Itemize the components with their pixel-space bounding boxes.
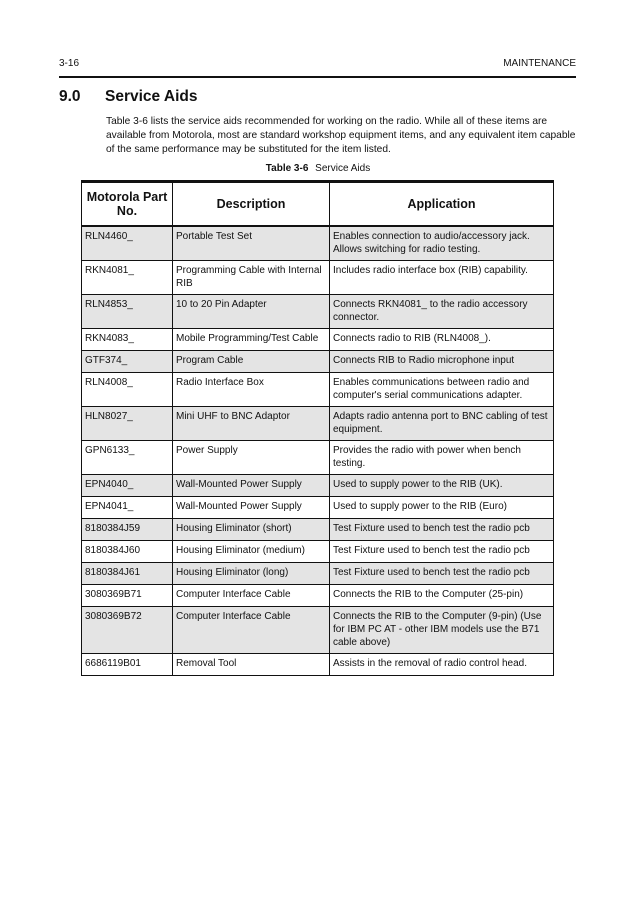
table-row — [82, 441, 554, 475]
table-row — [82, 654, 554, 676]
description-cell: Housing Eliminator (short) — [173, 519, 330, 541]
column-header-description: Description — [173, 182, 330, 227]
application-cell: Provides the radio with power when bench testing. — [330, 441, 554, 475]
part-number-cell: 6686119B01 — [82, 654, 173, 676]
table-row — [82, 497, 554, 519]
application-cell: Test Fixture used to bench test the radio pcb — [330, 519, 554, 541]
application-cell: Connects radio to RIB (RLN4008_). — [330, 329, 554, 351]
part-number-cell: 8180384J60 — [82, 541, 173, 563]
table-caption-label: Table 3-6 — [265, 163, 309, 174]
part-number-cell: EPN4040_ — [82, 475, 173, 497]
table-row — [82, 373, 554, 407]
table-row — [82, 563, 554, 585]
section-heading — [59, 88, 197, 106]
part-number-cell: GTF374_ — [82, 351, 173, 373]
table-row — [82, 351, 554, 373]
description-cell: Programming Cable with Internal RIB — [173, 261, 330, 295]
intro-paragraph: Table 3-6 lists the service aids recommended for working on the radio. While all of these items are available from Motorola, most are standard workshop equipment items, and any equivalent item capable of the same performance may be substituted for the item listed. — [106, 116, 576, 155]
part-number-cell: RLN4853_ — [82, 295, 173, 329]
table-row — [82, 585, 554, 607]
page-header — [59, 58, 576, 78]
part-number-cell: 8180384J61 — [82, 563, 173, 585]
section-title: Service Aids — [105, 88, 198, 105]
application-cell: Enables communications between radio and computer's serial communications adapter. — [330, 373, 554, 407]
application-cell: Connects the RIB to the Computer (9-pin) (Use for IBM PC AT - other IBM models use the B71 cable above) — [330, 607, 554, 654]
description-cell: Computer Interface Cable — [173, 585, 330, 607]
description-cell: 10 to 20 Pin Adapter — [173, 295, 330, 329]
description-cell: Program Cable — [173, 351, 330, 373]
table-row — [82, 295, 554, 329]
part-number-cell: GPN6133_ — [82, 441, 173, 475]
description-cell: Housing Eliminator (long) — [173, 563, 330, 585]
application-cell: Used to supply power to the RIB (Euro) — [330, 497, 554, 519]
application-cell: Connects the RIB to the Computer (25-pin) — [330, 585, 554, 607]
application-cell: Test Fixture used to bench test the radio pcb — [330, 541, 554, 563]
description-cell: Mini UHF to BNC Adaptor — [173, 407, 330, 441]
column-header-part-no: Motorola Part No. — [82, 182, 173, 227]
section-label: MAINTENANCE — [503, 58, 576, 69]
description-cell: Removal Tool — [173, 654, 330, 676]
part-number-cell: RLN4008_ — [82, 373, 173, 407]
description-cell: Wall-Mounted Power Supply — [173, 497, 330, 519]
service-aids-table — [81, 180, 554, 676]
application-cell: Used to supply power to the RIB (UK). — [330, 475, 554, 497]
part-number-cell: 8180384J59 — [82, 519, 173, 541]
part-number-cell: 3080369B71 — [82, 585, 173, 607]
table-caption-title: Service Aids — [315, 163, 371, 174]
table-row — [82, 261, 554, 295]
description-cell: Power Supply — [173, 441, 330, 475]
description-cell: Wall-Mounted Power Supply — [173, 475, 330, 497]
part-number-cell: EPN4041_ — [82, 497, 173, 519]
part-number-cell: RKN4081_ — [82, 261, 173, 295]
table-row — [82, 407, 554, 441]
table-row — [82, 475, 554, 497]
part-number-cell: RKN4083_ — [82, 329, 173, 351]
application-cell: Test Fixture used to bench test the radio pcb — [330, 563, 554, 585]
part-number-cell: RLN4460_ — [82, 226, 173, 261]
description-cell: Housing Eliminator (medium) — [173, 541, 330, 563]
table-row — [82, 226, 554, 261]
table-row — [82, 541, 554, 563]
page-number: 3-16 — [59, 58, 80, 69]
description-cell: Portable Test Set — [173, 226, 330, 261]
application-cell: Assists in the removal of radio control head. — [330, 654, 554, 676]
description-cell: Computer Interface Cable — [173, 607, 330, 654]
table-row — [82, 607, 554, 654]
application-cell: Enables connection to audio/accessory jack. Allows switching for radio testing. — [330, 226, 554, 261]
description-cell: Radio Interface Box — [173, 373, 330, 407]
application-cell: Connects RIB to Radio microphone input — [330, 351, 554, 373]
table-caption — [0, 163, 636, 174]
application-cell: Adapts radio antenna port to BNC cabling of test equipment. — [330, 407, 554, 441]
application-cell: Includes radio interface box (RIB) capability. — [330, 261, 554, 295]
application-cell: Connects RKN4081_ to the radio accessory connector. — [330, 295, 554, 329]
part-number-cell: 3080369B72 — [82, 607, 173, 654]
description-cell: Mobile Programming/Test Cable — [173, 329, 330, 351]
section-number: 9.0 — [59, 88, 81, 105]
column-header-application: Application — [330, 182, 554, 227]
table-row — [82, 519, 554, 541]
part-number-cell: HLN8027_ — [82, 407, 173, 441]
table-header-row — [82, 182, 554, 227]
table-row — [82, 329, 554, 351]
